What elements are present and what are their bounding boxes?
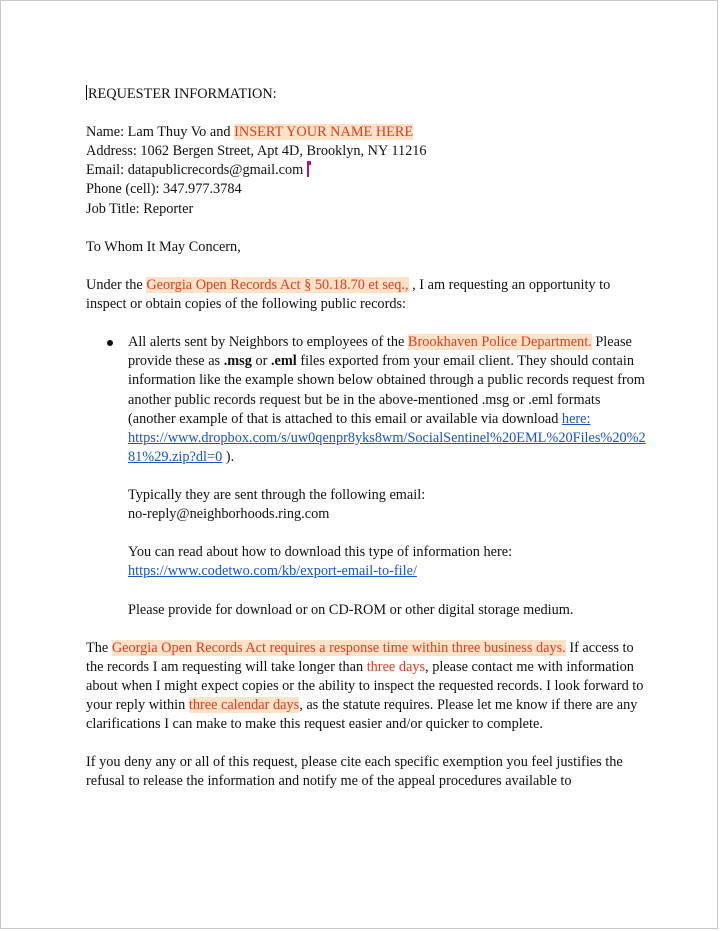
read-about-text: You can read about how to download this type of information here: bbox=[128, 544, 513, 561]
department-highlight[interactable]: Brookhaven Police Department. bbox=[407, 334, 592, 351]
three-days-text: three days bbox=[366, 658, 426, 675]
requester-heading: REQUESTER INFORMATION: bbox=[88, 86, 277, 102]
requester-name: Name: Lam Thuy Vo and INSERT YOUR NAME HERE bbox=[86, 124, 414, 141]
response-law-highlight[interactable]: Georgia Open Records Act requires a response time within three business days. bbox=[111, 639, 566, 656]
intro-paragraph: Under the Georgia Open Records Act § 50.18.70 et seq., , I am requesting an opportunity to inspect or obtain copies of the following public records: bbox=[86, 276, 611, 313]
sender-email: no-reply@neighborhoods.ring.com bbox=[128, 506, 330, 523]
dropbox-link[interactable]: https://www.dropbox.com/s/uw0qenpr8yks8wm/SocialSentinel%20EML%20Files%20%281%29.zip?dl=0 bbox=[128, 429, 646, 465]
collaborator-cursor-icon bbox=[307, 161, 309, 177]
requester-phone: Phone (cell): 347.977.3784 bbox=[86, 181, 242, 198]
bullet-icon bbox=[107, 340, 113, 346]
name-placeholder[interactable]: INSERT YOUR NAME HERE bbox=[234, 124, 414, 141]
calendar-days-highlight[interactable]: three calendar days bbox=[188, 697, 300, 713]
request-list-item bbox=[128, 333, 646, 619]
here-link[interactable]: here: bbox=[561, 410, 591, 427]
response-paragraph: The Georgia Open Records Act requires a response time within three business days. If access to the records I am requesting will take longer than three days, please contact me with information about when I might expect copies or the ability to inspect the requested records. I look forward to your reply within three calendar days, as the statute requires. Please let me know if there are any clarifications I can make to make this request easier and/or quicker to complete. bbox=[86, 639, 644, 733]
salutation: To Whom It May Concern, bbox=[86, 238, 241, 255]
law-highlight[interactable]: Georgia Open Records Act § 50.18.70 et seq., bbox=[146, 276, 409, 293]
deny-paragraph: If you deny any or all of this request, please cite each specific exemption you feel justifies the refusal to release the information and notify me of the appeal procedures available to bbox=[86, 754, 623, 790]
requester-job-title: Job Title: Reporter bbox=[86, 200, 194, 217]
request-description: All alerts sent by Neighbors to employees of the Brookhaven Police Department. Please provide these as .msg or .eml files exported from your email client. They should contain information like the example shown below obtained through a public records request from another public records request but be in the above-mentioned .msg or .eml formats (another example of that is attached to this email or available via download here: https://www.dropbox.com/s/uw0qenpr8yks8wm/SocialSentinel%20EML%20Files%20%281%29.zip?dl=0 ). bbox=[128, 334, 646, 465]
requester-address: Address: 1062 Bergen Street, Apt 4D, Brooklyn, NY 11216 bbox=[86, 143, 427, 160]
typically-text: Typically they are sent through the following email: bbox=[128, 486, 426, 503]
document-body[interactable] bbox=[86, 85, 646, 791]
text-caret bbox=[86, 85, 87, 100]
requester-email: Email: datapublicrecords@gmail.com bbox=[86, 161, 646, 180]
provide-download-text: Please provide for download or on CD-ROM or other digital storage medium. bbox=[128, 601, 574, 618]
codetwo-link[interactable]: https://www.codetwo.com/kb/export-email-to-file/ bbox=[128, 563, 417, 580]
